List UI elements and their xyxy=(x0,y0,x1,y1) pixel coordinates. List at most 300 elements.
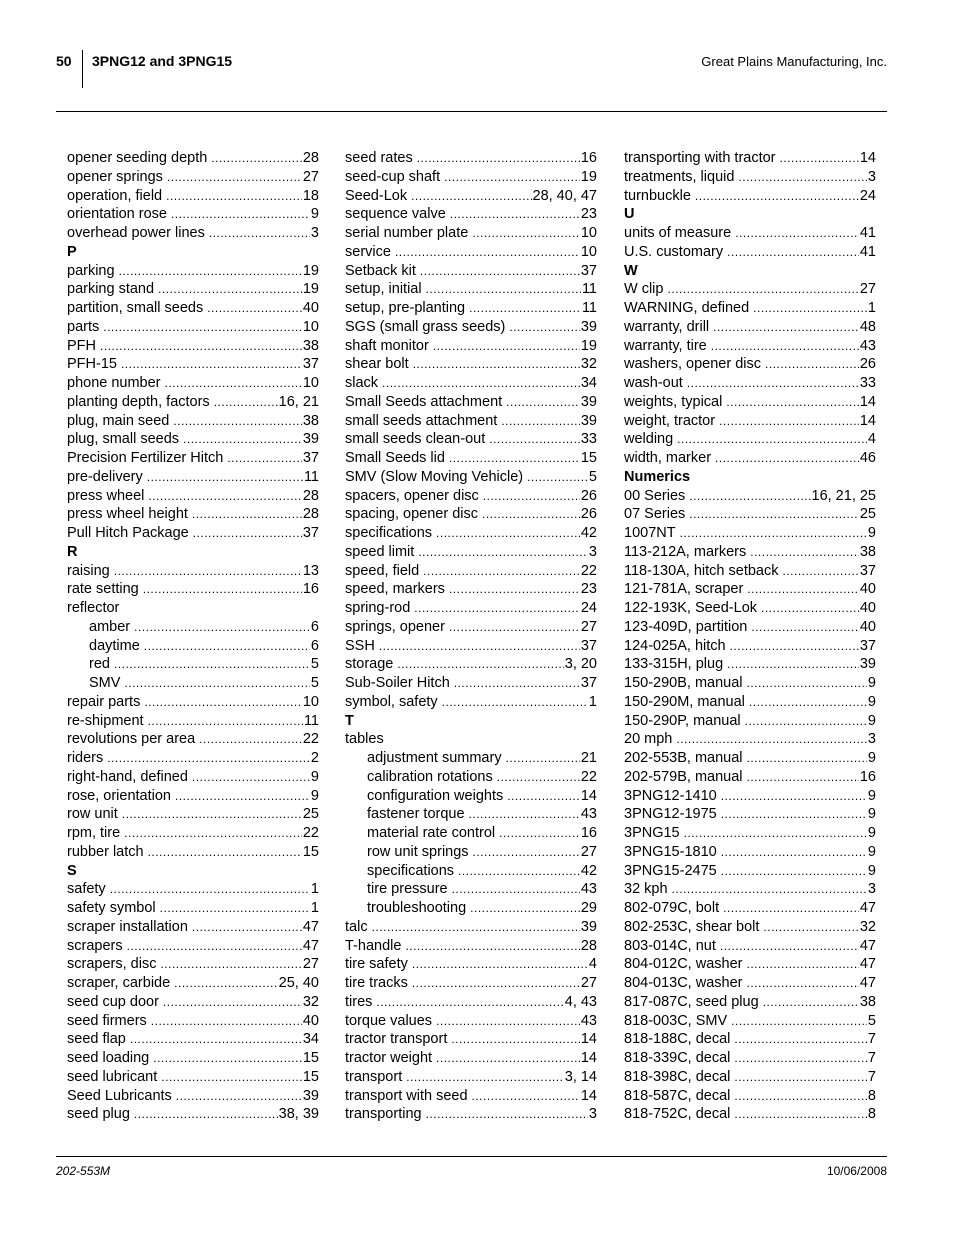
index-entry xyxy=(67,974,319,993)
index-term: setup, initial xyxy=(345,281,422,298)
page-reference: 40 xyxy=(859,600,876,616)
index-entry xyxy=(624,618,876,637)
index-term: Seed Lubricants xyxy=(67,1087,172,1104)
index-term: 818-398C, decal xyxy=(624,1068,731,1085)
index-entry xyxy=(345,337,597,356)
index-term: small seeds clean-out xyxy=(345,431,486,448)
index-term: riders xyxy=(67,750,104,766)
index-term: warranty, tire xyxy=(624,337,707,354)
index-term: width, marker xyxy=(624,450,712,466)
index-entry xyxy=(624,880,876,899)
page-reference: 24 xyxy=(859,187,876,204)
dot-leader xyxy=(183,430,302,449)
dot-leader xyxy=(151,1012,302,1031)
index-entry xyxy=(624,393,876,412)
index-entry xyxy=(345,674,597,693)
dot-leader xyxy=(442,693,588,712)
dot-leader xyxy=(444,168,580,187)
page-reference: 4, 43 xyxy=(564,993,597,1010)
index-term: rose, orientation xyxy=(67,787,171,804)
dot-leader xyxy=(114,655,310,674)
dot-leader xyxy=(747,674,867,693)
dot-leader xyxy=(413,355,580,374)
page-reference: 24 xyxy=(580,600,597,616)
page-reference: 39 xyxy=(580,318,597,335)
page-reference: 5 xyxy=(310,675,319,691)
page-reference: 27 xyxy=(302,168,319,185)
index-term: specifications xyxy=(345,525,433,541)
index-entry xyxy=(624,487,876,506)
index-term: treatments, liquid xyxy=(624,168,735,185)
index-term: 818-003C, SMV xyxy=(624,1012,728,1029)
dot-leader xyxy=(130,1030,302,1049)
revision-date: 10/06/2008 xyxy=(826,1164,887,1178)
index-term: revolutions per area xyxy=(67,731,196,748)
index-entry xyxy=(67,937,319,956)
index-entry xyxy=(67,1087,319,1106)
dot-leader xyxy=(147,468,303,487)
index-term: service xyxy=(345,243,391,260)
index-term: 150-290B, manual xyxy=(624,675,743,691)
index-term: configuration weights xyxy=(367,787,504,804)
page-reference: 15 xyxy=(580,450,597,466)
dot-leader xyxy=(436,1012,580,1031)
page-reference: 39 xyxy=(302,431,319,448)
dot-leader xyxy=(689,505,859,524)
page-reference: 37 xyxy=(302,356,319,373)
dot-leader xyxy=(713,318,859,337)
index-entry xyxy=(67,224,319,243)
index-term: row unit springs xyxy=(367,843,469,860)
index-term: talc xyxy=(345,918,368,935)
index-entry xyxy=(624,918,876,937)
page-reference: 27 xyxy=(580,618,597,635)
dot-leader xyxy=(211,149,302,168)
page-reference: 21 xyxy=(580,750,597,766)
index-entry xyxy=(624,449,876,468)
page-reference: 9 xyxy=(867,750,876,766)
index-entry xyxy=(345,299,597,318)
index-term: opener springs xyxy=(67,168,163,185)
index-sub-entry xyxy=(345,880,597,899)
page-reference: 10 xyxy=(302,318,319,335)
page-number: 50 xyxy=(56,53,72,69)
dot-leader xyxy=(734,1105,867,1124)
dot-leader xyxy=(470,899,580,918)
index-term: 818-339C, decal xyxy=(624,1050,731,1066)
index-entry xyxy=(345,918,597,937)
dot-leader xyxy=(160,899,310,918)
page-reference: 9 xyxy=(867,843,876,860)
index-term: Seed-Lok xyxy=(345,187,408,204)
dot-leader xyxy=(122,805,302,824)
index-term: WARNING, defined xyxy=(624,300,750,316)
index-entry xyxy=(624,580,876,599)
dot-leader xyxy=(171,205,310,224)
dot-leader xyxy=(382,374,580,393)
page-reference: 47 xyxy=(302,918,319,935)
index-entry xyxy=(345,187,597,206)
index-term: 818-587C, decal xyxy=(624,1087,731,1104)
document-title: 3PNG12 and 3PNG15 xyxy=(92,53,233,69)
index-entry xyxy=(67,412,319,431)
index-term: warranty, drill xyxy=(624,318,710,335)
dot-leader xyxy=(124,674,310,693)
page-reference: 40 xyxy=(859,581,876,598)
index-sub-entry xyxy=(345,824,597,843)
section-letter: T xyxy=(345,712,354,729)
page-reference: 6 xyxy=(310,618,319,635)
dot-leader xyxy=(412,974,580,993)
index-entry xyxy=(67,580,319,599)
index-section-heading xyxy=(67,243,319,262)
page-reference: 38 xyxy=(302,337,319,354)
index-term: 123-409D, partition xyxy=(624,618,748,635)
dot-leader xyxy=(449,618,580,637)
index-term: 121-781A, scraper xyxy=(624,581,744,598)
page-reference: 37 xyxy=(859,637,876,654)
page-reference: 38 xyxy=(302,412,319,429)
index-entry xyxy=(345,374,597,393)
index-sub-entry xyxy=(345,768,597,787)
page-reference: 38 xyxy=(859,543,876,560)
index-sub-entry xyxy=(345,899,597,918)
dot-leader xyxy=(751,618,859,637)
dot-leader xyxy=(426,1105,588,1124)
page-reference: 8 xyxy=(867,1087,876,1104)
page-reference: 14 xyxy=(859,393,876,410)
index-term: press wheel xyxy=(67,487,145,504)
dot-leader xyxy=(738,168,867,187)
dot-leader xyxy=(418,543,588,562)
index-entry xyxy=(624,187,876,206)
index-entry xyxy=(624,1087,876,1106)
page-reference: 33 xyxy=(580,431,597,448)
page-reference: 16 xyxy=(580,150,597,166)
dot-leader xyxy=(450,205,580,224)
dot-leader xyxy=(175,787,310,806)
index-parent-entry xyxy=(67,599,319,618)
index-term: specifications xyxy=(367,862,455,879)
dot-leader xyxy=(472,1087,580,1106)
dot-leader xyxy=(747,955,859,974)
index-entry xyxy=(624,412,876,431)
index-term: springs, opener xyxy=(345,618,445,635)
index-entry xyxy=(624,599,876,618)
page-reference: 32 xyxy=(580,356,597,373)
index-entry xyxy=(345,355,597,374)
page-reference: 8 xyxy=(867,1106,876,1123)
index-term: SGS (small grass seeds) xyxy=(345,318,506,335)
dot-leader xyxy=(719,412,859,431)
page-reference: 6 xyxy=(310,637,319,654)
page-reference: 3 xyxy=(310,225,319,241)
dot-leader xyxy=(436,524,580,543)
dot-leader xyxy=(734,1068,867,1087)
index-entry xyxy=(345,637,597,656)
dot-leader xyxy=(411,187,531,206)
page-reference: 9 xyxy=(867,675,876,691)
dot-leader xyxy=(783,562,859,581)
index-term: repair parts xyxy=(67,693,141,710)
index-entry xyxy=(345,580,597,599)
index-term: right-hand, defined xyxy=(67,768,188,785)
index-term: partition, small seeds xyxy=(67,300,204,316)
dot-leader xyxy=(121,355,302,374)
index-term: 3PNG15-1810 xyxy=(624,843,717,860)
page-reference: 7 xyxy=(867,1050,876,1066)
index-term: Small Seeds lid xyxy=(345,450,445,466)
dot-leader xyxy=(414,599,580,618)
index-term: scrapers xyxy=(67,937,123,954)
index-term: PFH xyxy=(67,337,96,354)
index-entry xyxy=(67,468,319,487)
index-entry xyxy=(345,955,597,974)
index-entry xyxy=(67,299,319,318)
page-reference: 19 xyxy=(302,281,319,298)
dot-leader xyxy=(144,637,310,656)
dot-leader xyxy=(160,955,301,974)
index-term: SMV xyxy=(89,675,121,691)
page-reference: 16 xyxy=(302,581,319,598)
index-term: spacing, opener disc xyxy=(345,506,478,523)
page-reference: 19 xyxy=(580,337,597,354)
index-entry xyxy=(624,955,876,974)
index-term: 803-014C, nut xyxy=(624,937,716,954)
index-term: seed cup door xyxy=(67,993,159,1010)
page-reference: 10 xyxy=(580,225,597,241)
dot-leader xyxy=(454,674,580,693)
page-reference: 41 xyxy=(859,243,876,260)
dot-leader xyxy=(165,374,302,393)
header-rule xyxy=(56,111,887,112)
index-entry xyxy=(624,337,876,356)
dot-leader xyxy=(734,1030,867,1049)
page-reference: 40 xyxy=(859,618,876,635)
index-term: 118-130A, hitch setback xyxy=(624,562,779,579)
dot-leader xyxy=(100,337,302,356)
index-term: tire safety xyxy=(345,956,408,973)
page-reference: 47 xyxy=(859,975,876,991)
index-entry xyxy=(67,955,319,974)
index-term: orientation rose xyxy=(67,206,167,223)
page-reference: 32 xyxy=(302,993,319,1010)
dot-leader xyxy=(489,430,580,449)
dot-leader xyxy=(451,1030,580,1049)
index-entry xyxy=(624,430,876,449)
page-reference: 40 xyxy=(302,1012,319,1029)
page-reference: 3 xyxy=(867,731,876,748)
section-letter: U xyxy=(624,206,635,223)
page-reference: 11 xyxy=(581,281,597,298)
index-parent-entry xyxy=(345,730,597,749)
index-section-heading xyxy=(624,205,876,224)
dot-leader xyxy=(721,805,867,824)
dot-leader xyxy=(192,768,310,787)
index-term: scraper installation xyxy=(67,918,188,935)
index-entry xyxy=(67,524,319,543)
page-reference: 15 xyxy=(302,843,319,860)
page-reference: 38, 39 xyxy=(278,1106,319,1123)
dot-leader xyxy=(458,862,580,881)
index-entry xyxy=(624,168,876,187)
index-entry xyxy=(345,393,597,412)
index-entry xyxy=(67,712,319,731)
page-reference: 37 xyxy=(302,450,319,466)
dot-leader xyxy=(134,1105,278,1124)
index-term: Setback kit xyxy=(345,262,416,279)
index-term: PFH-15 xyxy=(67,356,117,373)
section-letter: Numerics xyxy=(624,468,691,485)
page-reference: 16, 21 xyxy=(278,393,319,410)
page-reference: 29 xyxy=(580,900,597,916)
index-term: Pull Hitch Package xyxy=(67,525,189,541)
index-entry xyxy=(67,1049,319,1068)
index-term: plug, small seeds xyxy=(67,431,180,448)
page-reference: 42 xyxy=(580,862,597,879)
dot-leader xyxy=(765,355,859,374)
index-term: seed lubricant xyxy=(67,1068,158,1085)
page-reference: 9 xyxy=(867,806,876,823)
index-entry xyxy=(67,1012,319,1031)
index-term: scrapers, disc xyxy=(67,956,157,973)
index-term: storage xyxy=(345,656,394,673)
page-reference: 48 xyxy=(859,318,876,335)
index-entry xyxy=(345,1030,597,1049)
dot-leader xyxy=(750,543,859,562)
dot-leader xyxy=(376,993,563,1012)
dot-leader xyxy=(452,880,580,899)
dot-leader xyxy=(144,693,302,712)
index-term: seed flap xyxy=(67,1031,126,1048)
index-entry xyxy=(624,937,876,956)
index-entry xyxy=(67,449,319,468)
index-term: speed limit xyxy=(345,543,415,560)
index-entry xyxy=(67,693,319,712)
index-term: 124-025A, hitch xyxy=(624,637,726,654)
index-entry xyxy=(67,487,319,506)
document-number: 202-553M xyxy=(56,1164,111,1178)
index-entry xyxy=(345,205,597,224)
page-reference: 23 xyxy=(580,581,597,598)
index-entry xyxy=(345,693,597,712)
index-entry xyxy=(67,880,319,899)
index-entry xyxy=(345,224,597,243)
page-reference: 3, 14 xyxy=(564,1068,597,1085)
page-reference: 9 xyxy=(867,693,876,710)
dot-leader xyxy=(695,187,859,206)
index-term: speed, field xyxy=(345,562,420,579)
page-reference: 1 xyxy=(310,881,319,898)
index-entry xyxy=(624,374,876,393)
index-term: 3PNG12-1410 xyxy=(624,787,717,804)
section-letter: W xyxy=(624,262,638,279)
index-entry xyxy=(67,187,319,206)
index-term: press wheel height xyxy=(67,506,188,523)
index-term: calibration rotations xyxy=(367,768,493,785)
index-entry xyxy=(624,505,876,524)
index-entry xyxy=(345,524,597,543)
dot-leader xyxy=(209,224,310,243)
index-term: transporting xyxy=(345,1106,422,1123)
page-reference: 37 xyxy=(859,562,876,579)
index-term: red xyxy=(89,656,110,673)
index-term: parking stand xyxy=(67,281,155,298)
index-entry xyxy=(345,262,597,281)
page-reference: 15 xyxy=(302,1068,319,1085)
index-entry xyxy=(624,693,876,712)
page-reference: 9 xyxy=(867,525,876,541)
index-sub-entry xyxy=(345,862,597,881)
page-reference: 47 xyxy=(859,956,876,973)
page-reference: 3, 20 xyxy=(564,656,597,673)
index-entry xyxy=(624,524,876,543)
dot-leader xyxy=(727,655,859,674)
index-entry xyxy=(345,487,597,506)
page-reference: 10 xyxy=(302,693,319,710)
index-entry xyxy=(67,374,319,393)
dot-leader xyxy=(379,637,580,656)
page-reference: 3 xyxy=(588,543,597,560)
index-entry xyxy=(67,280,319,299)
index-term: W clip xyxy=(624,281,664,298)
dot-leader xyxy=(734,1087,867,1106)
page-reference: 11 xyxy=(581,300,597,316)
page-reference: 22 xyxy=(580,562,597,579)
index-term: 3PNG12-1975 xyxy=(624,806,717,823)
dot-leader xyxy=(763,918,858,937)
page-reference: 14 xyxy=(580,1050,597,1066)
index-term: 818-188C, decal xyxy=(624,1031,731,1048)
index-term: tractor transport xyxy=(345,1031,448,1048)
index-term: slack xyxy=(345,375,379,391)
dot-leader xyxy=(110,880,310,899)
page-reference: 34 xyxy=(302,1031,319,1048)
index-term: 804-012C, washer xyxy=(624,956,743,973)
index-entry xyxy=(67,262,319,281)
page-reference: 43 xyxy=(580,806,597,823)
index-entry xyxy=(67,149,319,168)
index-term: 804-013C, washer xyxy=(624,975,743,991)
dot-leader xyxy=(483,487,580,506)
index-term: phone number xyxy=(67,375,161,391)
page-reference: 14 xyxy=(580,1087,597,1104)
dot-leader xyxy=(199,730,302,749)
page-reference: 32 xyxy=(859,918,876,935)
index-term: 00 Series xyxy=(624,487,686,504)
index-entry xyxy=(345,449,597,468)
dot-leader xyxy=(499,824,580,843)
page-reference: 19 xyxy=(580,168,597,185)
dot-leader xyxy=(174,974,278,993)
page-reference: 10 xyxy=(580,243,597,260)
index-term: 150-290P, manual xyxy=(624,712,741,729)
page-reference: 25 xyxy=(859,506,876,523)
index-entry xyxy=(345,412,597,431)
dot-leader xyxy=(506,749,580,768)
page-reference: 27 xyxy=(302,956,319,973)
index-entry xyxy=(624,655,876,674)
header-divider xyxy=(82,50,83,88)
company-name: Great Plains Manufacturing, Inc. xyxy=(701,54,887,69)
index-sub-entry xyxy=(67,618,319,637)
page-reference: 9 xyxy=(310,206,319,223)
index-entry xyxy=(624,674,876,693)
dot-leader xyxy=(506,393,580,412)
dot-leader xyxy=(473,843,580,862)
dot-leader xyxy=(153,1049,302,1068)
index-entry xyxy=(345,599,597,618)
